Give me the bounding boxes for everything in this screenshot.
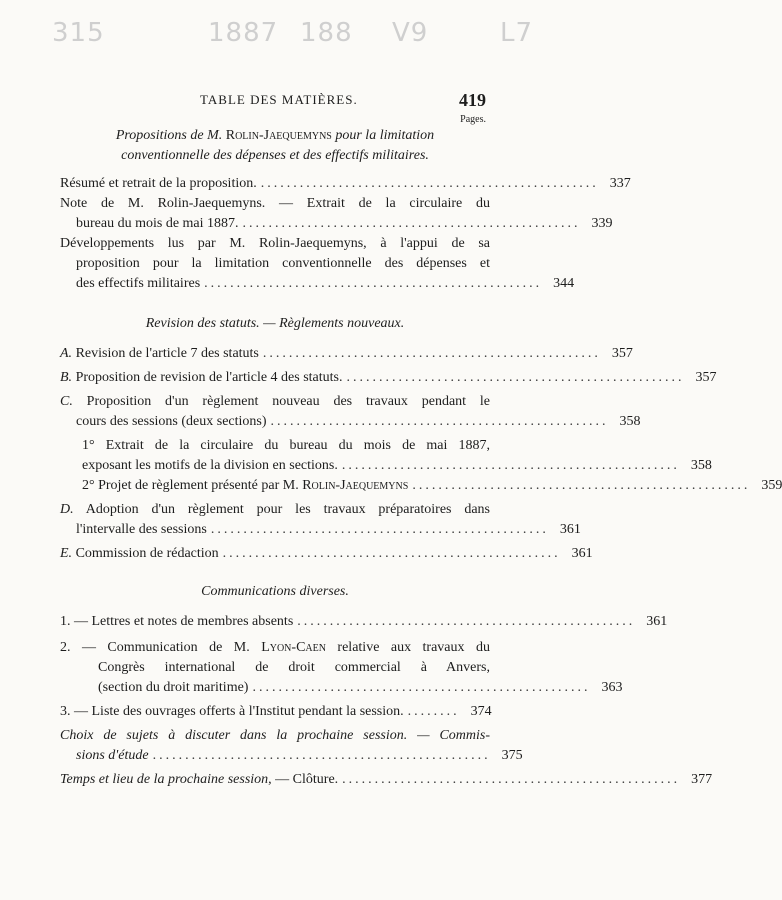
toc-entry[interactable]: 1° Extrait de la circulaire du bureau du mois de mai 1887, exposant les motifs de la division en sections. .................................................... 358 [82, 438, 712, 473]
handwritten-note: 188 [300, 18, 353, 48]
toc-entry[interactable]: D. Adoption d'un règlement pour les travaux préparatoires dans l'intervalle des sessions .................................................... 361 [60, 502, 581, 537]
section-heading-propositions: Propositions de M. Rolin-Jaequemyns pour la limitation conventionnelle des dépenses et des effectifs militaires. [115, 128, 435, 163]
page-number: 419 [459, 90, 486, 110]
toc-entry[interactable]: 1. — Lettres et notes de membres absents .................................................... 361 [60, 614, 668, 629]
toc-entry[interactable]: 2° Projet de règlement présenté par M. Rolin-Jaequemyns .................................................... 359 [82, 478, 782, 493]
toc-entry[interactable]: E. Commission de rédaction .................................................... 361 [60, 546, 593, 561]
handwritten-note: L7 [500, 18, 534, 48]
toc-entry[interactable]: 2. — Communication de M. Lyon-Caen relative aux travaux du Congrès international de droit commercial à Anvers, (section du droit maritime) .................................................... 363 [60, 640, 623, 695]
toc-entry[interactable]: A. Revision de l'article 7 des statuts .................................................... 357 [60, 346, 633, 361]
section-heading-revision: Revision des statuts. — Règlements nouveaux. [145, 316, 405, 331]
section-heading-communications: Communications diverses. [201, 584, 349, 599]
toc-entry[interactable]: Choix de sujets à discuter dans la prochaine session. — Commis- sions d'étude .................................................... 375 [60, 728, 523, 763]
page-title: TABLE DES MATIÈRES. [200, 92, 358, 107]
toc-entry[interactable]: C. Proposition d'un règlement nouveau des travaux pendant le cours des sessions (deux sections) .................................................... 358 [60, 394, 641, 429]
toc-entry[interactable]: Résumé et retrait de la proposition. .................................................... 337 [60, 176, 631, 191]
toc-entry[interactable]: B. Proposition de revision de l'article 4 des statuts. .................................................... 357 [60, 370, 717, 385]
toc-entry[interactable]: Note de M. Rolin-Jaequemyns. — Extrait de la circulaire du bureau du mois de mai 1887. .................................................... 339 [60, 196, 613, 231]
toc-entry[interactable]: Développements lus par M. Rolin-Jaequemyns, à l'appui de sa proposition pour la limitation conventionnelle des dépenses et des effectifs militaires .................................................... 344 [60, 236, 575, 291]
handwritten-note: V9 [392, 18, 429, 48]
toc-entry[interactable]: 3. — Liste des ouvrages offerts à l'Institut pendant la session. ........ 374 [60, 704, 492, 719]
toc-entry[interactable]: Temps et lieu de la prochaine session, — Clôture. .................................................... 377 [60, 772, 713, 787]
handwritten-note: 1887 [208, 18, 279, 48]
handwritten-note: 315 [52, 18, 105, 48]
pages-label: Pages. [460, 114, 486, 125]
